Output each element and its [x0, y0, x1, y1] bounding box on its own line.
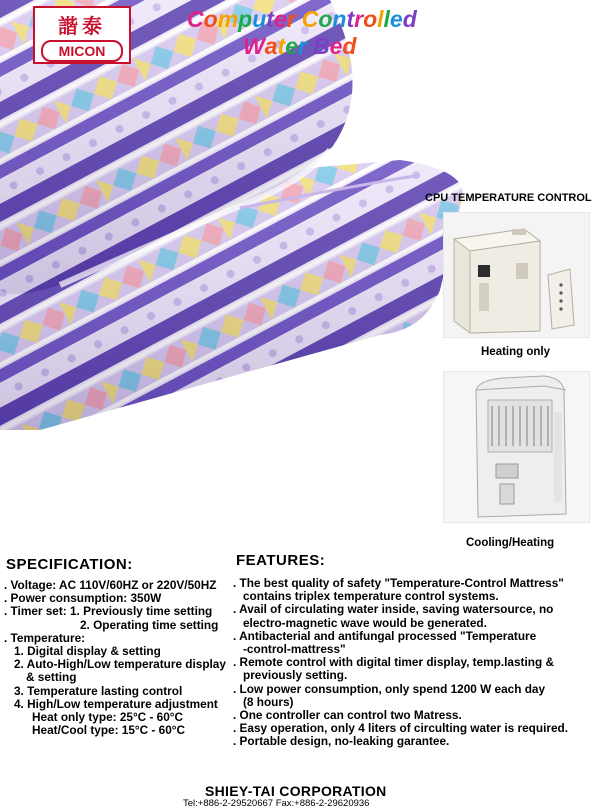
spec-line: . Temperature: [4, 630, 86, 645]
features-list [233, 577, 598, 749]
feature-line: . Remote control with digital timer display, temp.lasting & [233, 655, 554, 670]
spec-line: . Voltage: AC 110V/60HZ or 220V/50HZ [4, 578, 217, 592]
page-title-line1 [187, 6, 417, 33]
feature-line: . One controller can control two Matress. [233, 708, 462, 723]
company-name: SHIEY-TAI CORPORATION [205, 783, 387, 799]
spec-line: 2. Auto-High/Low temperature display [14, 657, 226, 672]
spec-line: . Timer set: 1. Previously time setting [4, 604, 213, 619]
feature-line: -control-mattress" [243, 642, 346, 657]
page-title-line2 [243, 33, 356, 60]
title-line2-text: Water Bed [243, 33, 357, 59]
company-contact: Tel:+886-2-29520667 Fax:+886-2-29620936 [183, 798, 370, 809]
feature-line: contains triplex temperature control systems. [243, 589, 499, 604]
spec-line: . Power consumption: 350W [4, 591, 162, 606]
cpu-temperature-control-title: CPU TEMPERATURE CONTROL [425, 192, 592, 204]
mattress-illustration [0, 0, 475, 430]
cooler-unit-icon [444, 372, 589, 522]
cooling-heating-caption: Cooling/Heating [466, 537, 555, 549]
spec-line: Heat/Cool type: 15°C - 60°C [32, 723, 185, 738]
feature-line: . Avail of circulating water inside, saving watersource, no [233, 602, 554, 617]
spec-line: Heat only type: 25°C - 60°C [32, 710, 184, 725]
spec-line: 2. Operating time setting [80, 617, 219, 632]
feature-line: (8 hours) [243, 694, 294, 709]
specification-list [4, 579, 234, 737]
logo-micon-text: MICON [41, 40, 123, 62]
specification-heading: SPECIFICATION: [6, 556, 133, 573]
micon-logo [33, 6, 131, 64]
feature-line: . Easy operation, only 4 liters of circulting water is required. [233, 721, 568, 736]
spec-line: 1. Digital display & setting [14, 644, 161, 659]
feature-line: . Antibacterial and antifungal processed "Temperature [233, 628, 537, 643]
cooling-heating-device-photo [443, 371, 590, 523]
heater-unit-icon [444, 213, 589, 337]
features-heading: FEATURES: [236, 552, 326, 569]
feature-line: electro-magnetic wave would be generated. [243, 615, 487, 630]
heating-only-device-photo [443, 212, 590, 338]
spec-line: 3. Temperature lasting control [14, 683, 183, 698]
spec-line: & setting [26, 670, 77, 685]
feature-line: previously setting. [243, 668, 348, 683]
feature-line: . The best quality of safety "Temperature-Control Mattress" [233, 576, 564, 590]
spec-line: 4. High/Low temperature adjustment [14, 696, 218, 711]
title-line1-text: Computer Controlled [187, 6, 417, 32]
feature-line: . Low power consumption, only spend 1200 W each day [233, 681, 546, 696]
feature-line: . Portable design, no-leaking garantee. [233, 734, 450, 749]
logo-chinese-text: 諧泰 [58, 14, 106, 38]
heating-only-caption: Heating only [481, 346, 551, 358]
